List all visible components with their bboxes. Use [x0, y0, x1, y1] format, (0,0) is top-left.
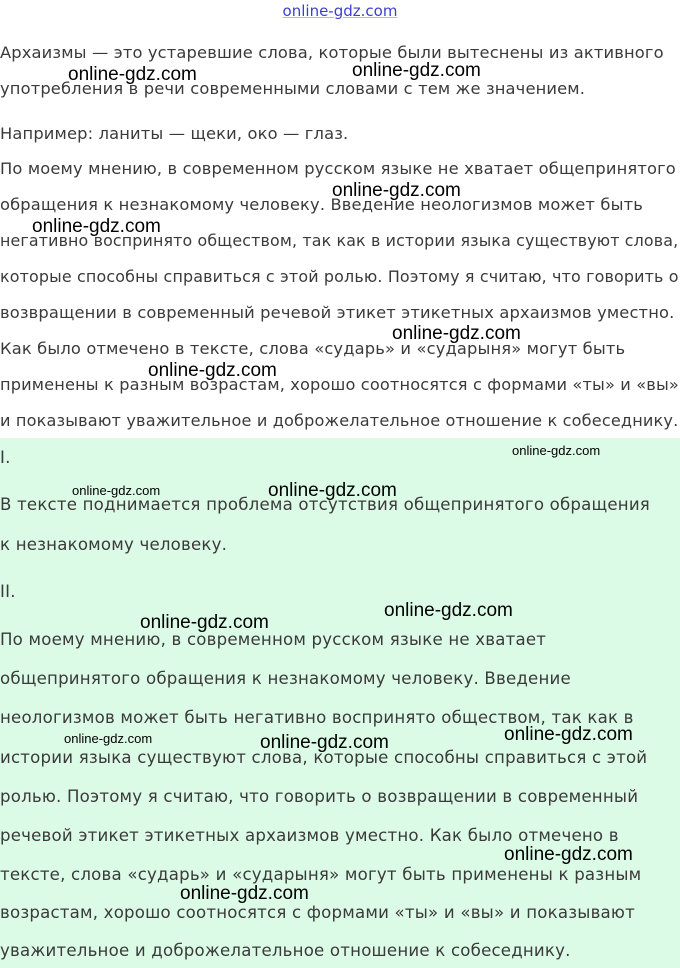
section-numeral: II.	[0, 582, 16, 601]
text-line: ролью. Поэтому я считаю, что говорить о возвращении в современный	[0, 787, 639, 806]
text-line: неологизмов может быть негативно воспринято обществом, так как в	[0, 708, 634, 727]
watermark: online-gdz.com	[352, 60, 481, 81]
text-line: речевой этикет этикетных архаизмов уместно. Как было отмечено в	[0, 826, 619, 845]
watermark: online-gdz.com	[332, 180, 461, 201]
text-line: применены к разным возрастам, хорошо соотносятся с формами «ты» и «вы»	[0, 375, 679, 394]
site-name[interactable]: online-gdz.com	[282, 2, 398, 20]
watermark: online-gdz.com	[504, 724, 633, 745]
text-line: возвращении в современный речевой этикет этикетных архаизмов уместно.	[0, 303, 675, 322]
text-line: уважительное и доброжелательное отношение к собеседнику.	[0, 941, 571, 960]
text-line: Например: ланиты — щеки, око — глаз.	[0, 124, 349, 143]
watermark: online-gdz.com	[64, 731, 153, 746]
watermark: online-gdz.com	[384, 600, 513, 621]
watermark: online-gdz.com	[260, 732, 389, 753]
watermark: online-gdz.com	[392, 323, 521, 344]
watermark: online-gdz.com	[72, 483, 161, 498]
text-line: к незнакомому человеку.	[0, 535, 228, 554]
text-line: употребления в речи современными словами с тем же значением.	[0, 79, 586, 98]
text-line: Как было отмечено в тексте, слова «сударь» и «сударыня» могут быть	[0, 339, 626, 358]
watermark: online-gdz.com	[512, 443, 601, 458]
watermark: online-gdz.com	[148, 360, 277, 381]
text-line: Архаизмы — это устаревшие слова, которые были вытеснены из активного	[0, 43, 664, 62]
site-header-link[interactable]	[0, 2, 680, 22]
text-line: общепринятого обращения к незнакомому человеку. Введение	[0, 669, 571, 688]
text-line: обращения к незнакомому человеку. Введение неологизмов может быть	[0, 195, 643, 214]
watermark: online-gdz.com	[140, 612, 269, 633]
text-line: негативно воспринято обществом, так как в истории языка существуют слова,	[0, 231, 679, 250]
text-line: и показывают уважительное и доброжелательное отношение к собеседнику.	[0, 411, 679, 430]
watermark: online-gdz.com	[268, 480, 397, 501]
watermark: online-gdz.com	[32, 216, 161, 237]
answer-section	[0, 438, 680, 968]
section-numeral: I.	[0, 448, 11, 467]
text-line: По моему мнению, в современном русском языке не хватает общепринятого	[0, 159, 676, 178]
watermark: online-gdz.com	[68, 64, 197, 85]
text-line: возрастам, хорошо соотносятся с формами «ты» и «вы» и показывают	[0, 903, 635, 922]
watermark: online-gdz.com	[180, 883, 309, 904]
watermark: online-gdz.com	[504, 844, 633, 865]
text-line: которые способны справиться с этой ролью. Поэтому я считаю, что говорить о	[0, 267, 679, 286]
text-line: В тексте поднимается проблема отсутствия общепринятого обращения	[0, 495, 650, 514]
text-line: тексте, слова «сударь» и «сударыня» могут быть применены к разным	[0, 865, 642, 884]
text-line: По моему мнению, в современном русском языке не хватает	[0, 630, 547, 649]
text-line: истории языка существуют слова, которые способны справиться с этой	[0, 748, 648, 767]
